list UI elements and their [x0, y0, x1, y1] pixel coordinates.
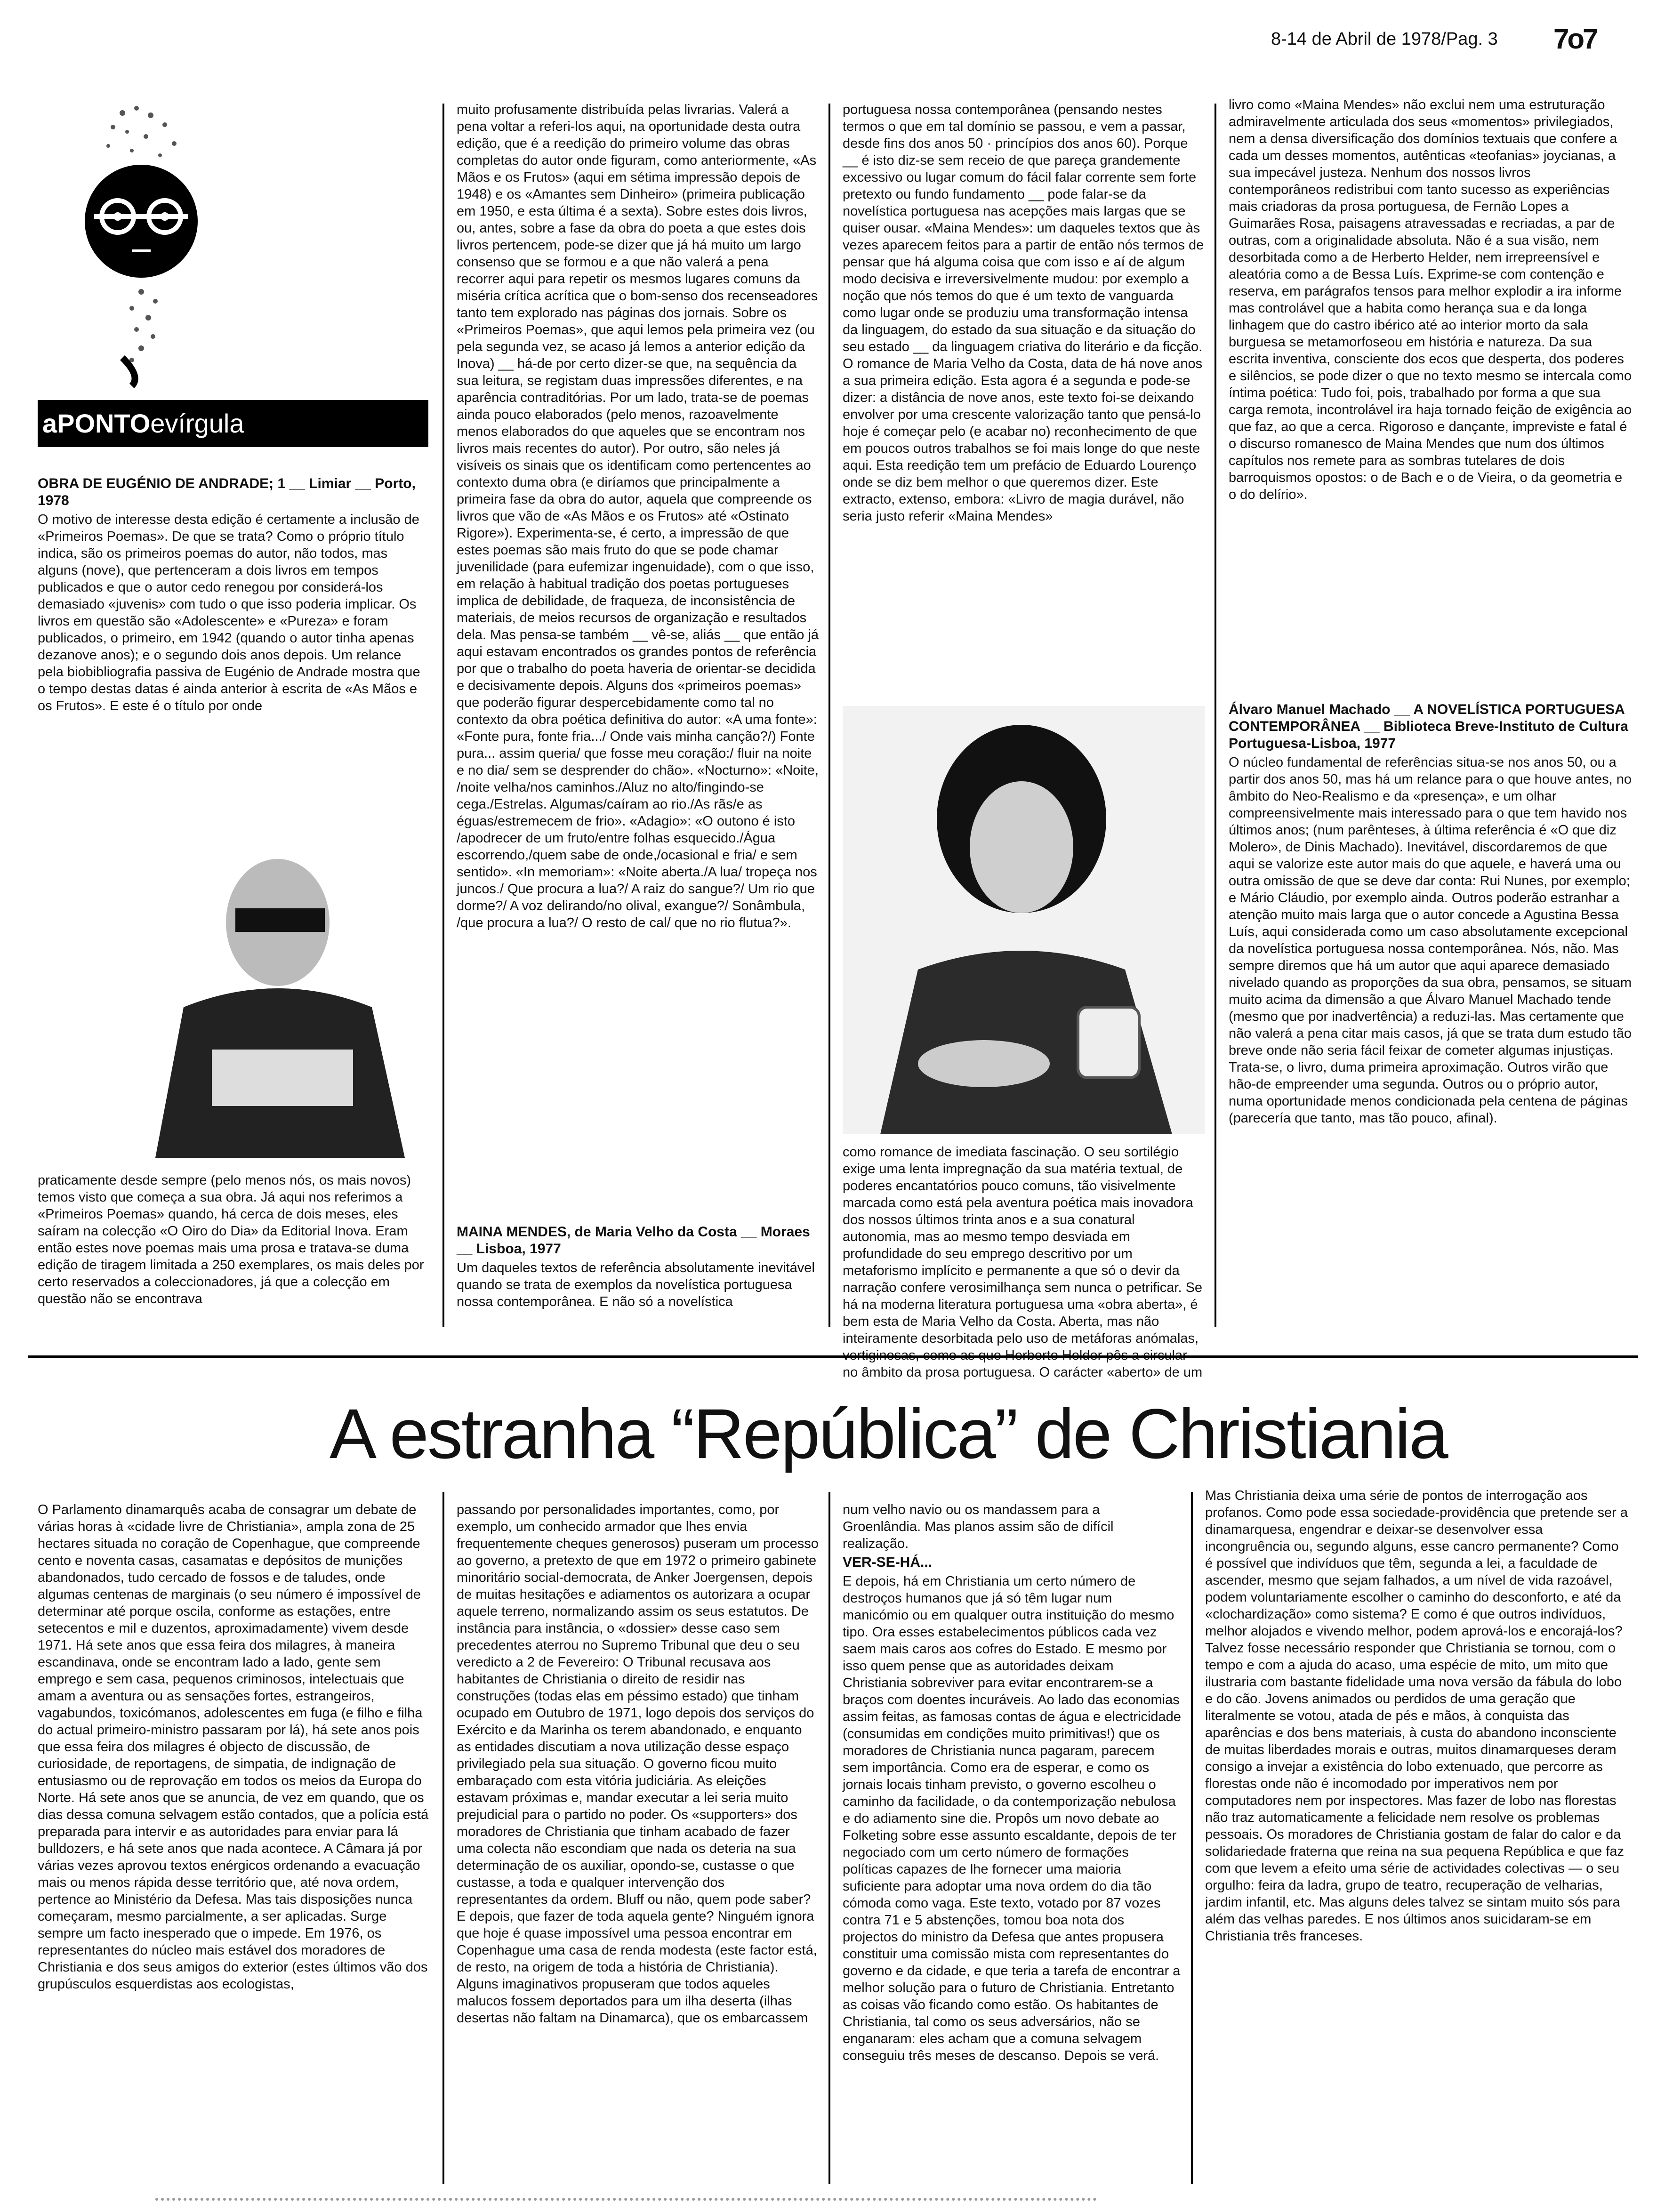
article-body-col1: O Parlamento dinamarquês acaba de consagrar um debate de várias horas à «cidade livre de Christiania», ampla zona de 25 hectares situada no coração de Copenhague, que compreende cento e noventa casas, casamatas e depósitos de munições abandonados, tudo cercado de fossos e de taludes, onde algumas centenas de marginais (o seu número é impossível de determinar até porque oscila, conforme as estações, entre setecentos e mil e duzentos, aproximadamente) vivem desde 1971. Há sete anos que essa feira dos milagres, à maneira escandinava, onde se encontram lado a lado, gente sem emprego e sem casa, pequenos criminosos, intelectuais que amam a aventura ou as sensações fortes, estrangeiros, vagabundos, toxicómanos, adolescentes em fuga (e filho e filha do actual primeiro-ministro passaram por lá), há sete anos pois que essa feira dos milagres é objecto de discussão, de curiosidade, de reportagens, de simpatia, de indignação de entusiasmo ou de reprovação em todos os meios da Europa do Norte. Há sete anos que se anuncia, de vez em quando, que os dias dessa comuna selvagem estão contados, que a polícia está preparada para intervir e as autoridades para enviar para lá bulldozers, e há sete anos que nada acontece. A Câmara já por várias vezes aprovou textos enérgicos ordenando a evacuação mais ou menos rápida desse território que, até nova ordem, pertence ao Ministério da Defesa. Mas tais disposições nunca começaram, mesmo parcialmente, a ser aplicadas. Surge sempre um facto inesperado que o impede. Em 1976, os representantes do núcleo mais estável dos moradores de Christiania e dos seus amigos do exterior (estes últimos vão dos grupúsculos esquerdistas aos ecologistas, — [38, 1502, 429, 1992]
novelist-portrait-photo — [843, 706, 1205, 1134]
review-machado-body: O núcleo fundamental de referências situa-se nos anos 50, ou a partir dos anos 50, mas há um relance para o que houve antes, no âmbito do Neo-Realismo e da «presença», e um olhar compreensivelmente mais interessado para o que tem havido nos últimos anos; (num parênteses, à última referência é «O que diz Molero», de Dinis Machado). Inevitável, discordaremos de que aqui se valorize este autor mais do que aquele, e haverá uma ou outra omissão de que se deve dar conta: Rui Nunes, por exemplo; e Mário Cláudio, por exemplo ainda. Outros poderão estranhar a atenção muito mais larga que o autor concede a Agustina Bessa Luís, aqui considerada como um caso absolutamente excepcional da novelística portuguesa nossa contemporânea. Nós, não. Mas sempre diremos que há um autor que aqui aparece demasiado nivelado quando as proporções da sua obra, pensamos, se situam muito acima da dimensão a que Álvaro Manuel Machado tende (mesmo que por inadvertência) a reduzi-las. Mas certamente que não valerá a pena citar mais casos, já que se trata dum estudo tão breve onde não seria fácil feixar de cometer algumas injustiças. Trata-se, o livro, duma primeira aproximação. Outros virão que hão-de empreender uma segunda. Outros ou o próprio autor, numa oportunidade menos condicionada pela centena de páginas (parecería que tanto, mas tão pouco, afinal). — [1229, 755, 1632, 1126]
section-brand: aPONTO — [42, 409, 151, 438]
section-brand-suffix: evírgula — [150, 409, 244, 438]
article-subhead: VER-SE-HÁ... — [843, 1555, 933, 1570]
review-eugenio-body-top: O motivo de interesse desta edição é certamente a inclusão de «Primeiros Poemas». De que se trata? Como o próprio título indica, são os primeiros poemas do autor, não todos, mas alguns (nove), que pertenceram a dois livros em tempos publicados e que o autor cedo renegou por considerá-los demasiado «juvenis» com tudo o que isso poderia implicar. Os livros em questão são «Adolescente» e «Pureza» e foram publicados, o primeiro, em 1942 (quando o autor tinha apenas dezanove anos); e o segundo dois anos depois. Um relance pela biobibliografia passiva de Eugénio de Andrade mostra que o tempo destas datas é ainda anterior à escrita de «As Mãos e os Frutos». E este é o título por onde — [38, 512, 420, 713]
review-maina-body-col3-bottom: como romance de imediata fascinação. O seu sortilégio exige uma lenta impregnação da sua matéria textual, de poderes encantatórios pouco comuns, tão visivelmente marcada como está pela aventura poética mais inovadora dos nossos últimos trinta anos e a sua conatural autonomia, mas ao mesmo tempo desviada em profundidade do seu emprego descritivo por um metaforismo implícito e permanente a que só o devir da narração confere verosimilhança sem nunca o petrificar. Se há na moderna literatura portuguesa uma «obra aberta», é bem esta de Maria Velho da Costa. Aberta, mas não inteiramente desorbitada pelo uso de metáforas anómalas, no âmbito da prosa portuguesa. O carácter «aberto» de um — [843, 1145, 1203, 1380]
review-maina-heading: MAINA MENDES, de Maria Velho da Costa __ Moraes __ Lisboa, 1977 — [457, 1224, 810, 1257]
article-body-col3: E depois, há em Christiania um certo número de destroços humanos que já só têm lugar num manicómio ou em qualquer outra instituição do mesmo tipo. Ora esses estabelecimentos públicos cada vez saem mais caros aos cofres do Estado. E mesmo por isso quem pense que as autoridades deixam Christiania sobreviver para evitar encontrarem-se a braços com doentes incuráveis. Ao lado das economias assim feitas, as famosas contas de água e electricidade (consumidas em condições muito primitivas!) que os moradores de Christiania nunca pagaram, parecem sem importância. Como era de esperar, e como os jornais locais tinham previsto, o governo escolheu o caminho da facilidade, o da contemporização nebulosa e do adiamento sine die. Propôs um novo debate ao Folketing sobre esse assunto escaldante, depois de ter negociado com um certo número de formações políticas capazes de lhe fornecer uma maioria suficiente para adoptar uma nova ordem do dia tão cómoda como vaga. Este texto, votado por 87 vozes contra 71 e 5 abstenções, tomou boa nota dos projectos do ministro da Defesa que antes propusera constituir uma comissão mista com representantes do governo e da cidade, e que teria a tarefa de encontrar a melhor solução para o futuro de Christiania. Entretanto as coisas vão ficando como estão. Os habitantes de Christiania, tal como os seus adversários, não se enganaram: eles acham que a comuna selvagem conseguiu três meses de descanso. Depois se verá. — [843, 1574, 1181, 2063]
review-maina-column4 — [1229, 96, 1633, 680]
issue-date-page: 8-14 de Abril de 1978/Pag. 3 — [1271, 29, 1498, 49]
column-rule — [442, 1492, 444, 2184]
face-illustration-icon — [66, 94, 221, 386]
column-rule — [1191, 1492, 1193, 2184]
review-machado-column4 — [1229, 701, 1633, 1332]
review-eugenio-body-col2: muito profusamente distribuída pelas livrarias. Valerá a pena voltar a referi-los aqui, na oportunidade desta outra edição, que é a reedição do primeiro volume das obras completas do autor onde figuram, como anteriormente, «As Mãos e os Frutos» (aqui em sétima impressão depois de 1948) e os «Amantes sem Dinheiro» (primeira publicação em 1950, e esta última é a sexta). Sobre estes dois livros, ou, antes, sobre a fase da obra do poeta a que estes dois livros pertencem, pode-se dizer que já há muito um largo consenso que se formou e a que não valerá a pena recorrer aqui para repetir os mesmos lugares comuns da miséria crítica acrítica que o bom-senso dos recenseadores tanto tem explorado nas páginas dos jornais. Sobre os «Primeiros Poemas», que aqui lemos pela primeira vez (ou pela segunda vez, se acaso já lemos a anterior edição da Inova) __ há-de por certo dizer-se que, na sequência da sua leitura, se registam duas impressões diferentes, e na aparência contraditórias. Por um lado, trata-se de poemas ainda pouco elaborados (pelo menos, razoavelmente menos elaborados do que aqueles que se encontram nos livros mais recentes do autor). Por outro, são neles já visíveis os sinais que os identificam como pertencentes ao contexto duma obra (e diríamos que principalmente a primeira fase da obra do autor, aquela que compreende os livros que vão de «As Mãos e os Frutos» até «Ostinato Rigore»). Experimenta-se, é certo, a impressão de que estes poemas são mais fruto do que se pode chamar juvenilidade (para eufemizar ingenuidade), com o que isso, em relação à habitual tradição dos poetas portugueses implica de debilidade, de fraqueza, de inconsistência de materiais, de meios recursos de organização e resultados dela. Mas pensa-se também __ vê-se, aliás __ que então já aqui estavam encontrados os grandes pontos de referência por que o trabalho do poeta haveria de orientar-se decidida e decisivamente depois. Alguns dos «primeiros poemas» que poderão figurar despercebidamente como tal no contexto da obra poética definitiva do autor: «A uma fonte»: «Fonte pura, fonte fria.../ Onde vais minha canção?/) Fonte pura... assim queria/ que fosse meu coração:/ fluir na noite e no dia/ sem se desprender do chão». «Nocturno»: «Noite, /noite velha/nos caminhos./Aluz no alto/fingindo-se cega./Estrelas. Algumas/caíram ao rio./As rãs/e as éguas/estremecem de frio». «Adagio»: «O outono é isto /apodrecer de um fruto/entre folhas esquecido./Água escorrendo,/quem sabe de onde,/ocasional e fria/ e sem sentido». «In memoriam»: «Noite aberta./A lua/ tropeça nos juncos./ Que procura a lua?/ A raiz do sangue?/ Um rio que dorme?/ A voz delirando/no olival, exangue?/ Sonâmbula, /que procura a lua?/ O resto de cal/ que no rio flutua?». — [457, 102, 819, 930]
review-maina-column2 — [457, 1224, 819, 1332]
column-rule — [442, 104, 444, 1327]
article-body-col3-top: num velho navio ou os mandassem para a Groenlândia. Mas planos assim são de difícil realização. — [843, 1502, 1114, 1551]
review-machado-heading: Álvaro Manuel Machado __ A NOVELÍSTICA PORTUGUESA CONTEMPORÂNEA __ Biblioteca Breve-Instituto de Cultura Portuguesa-Lisboa, 1977 — [1229, 702, 1628, 751]
review-eugenio-column1-bottom — [38, 1172, 428, 1332]
column-rule — [1215, 104, 1216, 1327]
article-column1 — [38, 1501, 433, 2184]
section-divider — [28, 1355, 1638, 1358]
review-eugenio-column2 — [457, 101, 819, 1205]
article-column2 — [457, 1501, 819, 2184]
review-eugenio-heading: OBRA DE EUGÉNIO DE ANDRADE; 1 __ Limiar __ Porto, 1978 — [38, 476, 416, 508]
column-rule — [828, 104, 830, 1327]
review-maina-body-col4: livro como «Maina Mendes» não exclui nem uma estruturação admiravelmente articulada dos seus «momentos» privilegiados, nem a densa diversificação dos domínios textuais que confere a cada um desses momentos, autênticas «teofanias» joycianas, a sua impecável justeza. Nenhum dos nossos livros contemporâneos redistribui com tanto sucesso as experiências mais criadoras da prosa portuguesa, de Fernão Lopes a Guimarães Rosa, paisagens atravessadas e recriadas, a par de outras, com a originalidade absoluta. Não é a sua visão, nem desorbitada como a de Herberto Helder, nem irrepreensível e aleatória como a de Bessa Luís. Exprime-se com contenção e reserva, em parágrafos tensos para melhor explodir a ira informe mas controlável que a habita como herança sua e da longa linhagem que do castro ibérico até ao interior morto da sala burguesa se metamorfoseou em história e natureza. Da sua escrita inventiva, consciente dos ecos que desperta, dos poderes e silêncios, se pode dizer o que no texto mesmo se intercala como íntima poética: Tudo foi, pois, trabalhado por forma a que sua carga remota, incontrolável ira haja tornado feição de exigência ao que faz, ao que a cerca. Rigoroso e dançante, impreviste e fatal é o discurso romanesco de Maina Mendes que num dos últimos capítulos nos remete para as sombras tutelares de dois barroquismos opostos: o de Bach e o de Vieira, o da geometria e o do delírio». — [1229, 97, 1632, 502]
review-maina-intro: Um daqueles textos de referência absolutamente inevitável quando se trata de exemplos da novelística portuguesa nossa contemporânea. E não só a novelística — [457, 1260, 815, 1309]
column-rule — [828, 1492, 830, 2184]
review-eugenio-body-bottom: praticamente desde sempre (pelo menos nós, os mais novos) temos visto que começa a sua obra. Já aqui nos referimos a «Primeiros Poemas» quando, há cerca de dois meses, eles saíram na colecção «O Oiro do Dia» da Editorial Inova. Eram então estes nove poemas mais uma prosa e tratava-se duma edição de tiragem limitada a 250 exemplares, os mais deles por certo reservados a coleccionadores, já que a colecção em questão não se encontrava — [38, 1173, 424, 1306]
newspaper-logo: 7o7 — [1553, 23, 1597, 55]
review-maina-column3-bottom — [843, 1144, 1205, 1380]
article-body-col4: Mas Christiania deixa uma série de pontos de interrogação aos profanos. Como pode essa sociedade-providência que pretende ser a dinamarquesa, engendrar e deixar-se desenvolver essa incongruência ou, segundo alguns, esse cancro permanente? Como é possível que indivíduos que têm, segunda a lei, a faculdade de ascender, mesmo que sejam falhados, a um nível de vida razoável, podem voluntariamente escolher o caminho do desconforto, e até da «clochardização» como sistema? E como é que outros indivíduos, melhor alojados e vivendo melhor, podem aprová-los e encorajá-los? Talvez fosse necessário responder que Christiania se tornou, com o tempo e com a ajuda do acaso, uma espécie de mito, um mito que ilustraria com bastante fidelidade uma nova versão da fábula do lobo e do cão. Jovens animados ou perdidos de uma geração que literalmente se votou, atada de pés e mãos, à conquista das aparências e dos bens materiais, à custa do abandono inconsciente de muitas liberdades morais e outras, muitos dinamarqueses deram consigo a invejar a existência do lobo extenuado, que percorre as florestas onde não é incomodado por imperativos nem por computadores nem por inspectores. Mas fazer de lobo nas florestas não traz automaticamente a felicidade nem resolve os problemas pessoais. Os moradores de Christiania gostam de falar do calor e da solidariedade fraterna que reina na sua pequena República e que faz com que levem a efeito uma série de actividades colectivas — o seu orgulho: feira da ladra, grupo de teatro, recuperação de velharias, jardim infantil, etc. Mas alguns deles talvez se sintam muito sós para além das velhas paredes. E nos últimos anos suicidaram-se em Christiania três franceses. — [1205, 1488, 1628, 1944]
article-column3 — [843, 1501, 1182, 2184]
review-maina-column3-top — [843, 101, 1205, 708]
article-column4 — [1205, 1487, 1629, 2184]
author-portrait-photo — [127, 828, 428, 1158]
review-maina-body-col3-top: portuguesa nossa contemporânea (pensando nestes termos o que em tal domínio se passou, e vem a passar, desde fins dos anos 50 · princípios dos anos 60). Porque __ é isto diz-se sem receio de que pareça grandemente excessivo ou lugar comum do fácil falar corrente sem forte pretexto ou fundo fundamento __ pode falar-se da novelística portuguesa nas acepções mais largas que se quiser ousar. «Maina Mendes»: um daqueles textos que às vezes aparecem feitos para a partir de então nós termos de pensar que há alguma coisa que com isso e aí de algum modo decisiva e irreversivelmente mudou: por exemplo a noção que nós temos do que é um texto de vanguarda como lugar onde se produziu uma transformação intensa da linguagem, do estado da sua situação e da situação do seu estado __ da linguagem criativa do literário e da ficção. O romance de Maria Velho da Costa, data de há nove anos a sua primeira edição. Esta agora é a segunda e pode-se dizer: a distância de nove anos, este texto foi-se deixando envolver por uma crescente valorização tanto que pensá-lo hoje é começar pelo (e acabar no) reconhecimento de que em poucos outros trabalhos se foi mais longe do que neste aqui. Esta reedição tem um prefácio de Eduardo Lourenço onde se diz bem melhor o que queremos dizer. Este extracto, extenso, embora: «Livro de magia durável, não seria justo referir «Maina Mendes» — [843, 102, 1204, 524]
review-eugenio-column1 — [38, 475, 428, 842]
article-body-col2: passando por personalidades importantes, como, por exemplo, um conhecido armador que lhes envia frequentemente cheques generosos) puseram um processo ao governo, a pretexto de que em 1972 o primeiro gabinete minoritário social-democrata, de Anker Joergensen, depois de muitas hesitações e adiamentos os autorizara a ocupar aquele terreno, normalizando assim os seus estatutos. De instância para instância, o «dossier» desse caso sem precedentes aterrou no Supremo Tribunal que deu o seu veredicto a 2 de Fevereiro: O Tribunal recusava aos habitantes de Christiania o direito de residir nas construções (todas elas em péssimo estado) que tinham ocupado em Outubro de 1971, logo depois dos serviços do Exército e da Marinha os terem abandonado, e enquanto as entidades discutiam a nova utilização desse espaço privilegiado pela sua situação. O governo ficou muito embaraçado com esta vitória judiciária. As eleições estavam próximas e, mandar executar a lei seria muito prejudicial para o partido no poder. Os «supporters» dos moradores de Christiania que tinham acabado de fazer uma colecta não escondiam que nada os deteria na sua determinação de os auxiliar, opondo-se, custasse o que custasse, a toda e qualquer intervenção dos representantes da ordem. Bluff ou não, quem pode saber? E depois, que fazer de toda aquela gente? Ninguém ignora que hoje é quase impossível uma pessoa encontrar em Copenhague uma casa de renda modesta (este factor está, de resto, na origem de toda a história de Christiania). Alguns imaginativos propuseram que todos aqueles malucos fossem deportados para um ilha deserta (ilhas desertas não faltam na Dinamarca), que os embarcassem — [457, 1502, 819, 2026]
footer-dotted-rule — [155, 2198, 1097, 2205]
section-banner — [38, 400, 428, 447]
article-headline: A estranha “República” de Christiania — [330, 1394, 1447, 1473]
